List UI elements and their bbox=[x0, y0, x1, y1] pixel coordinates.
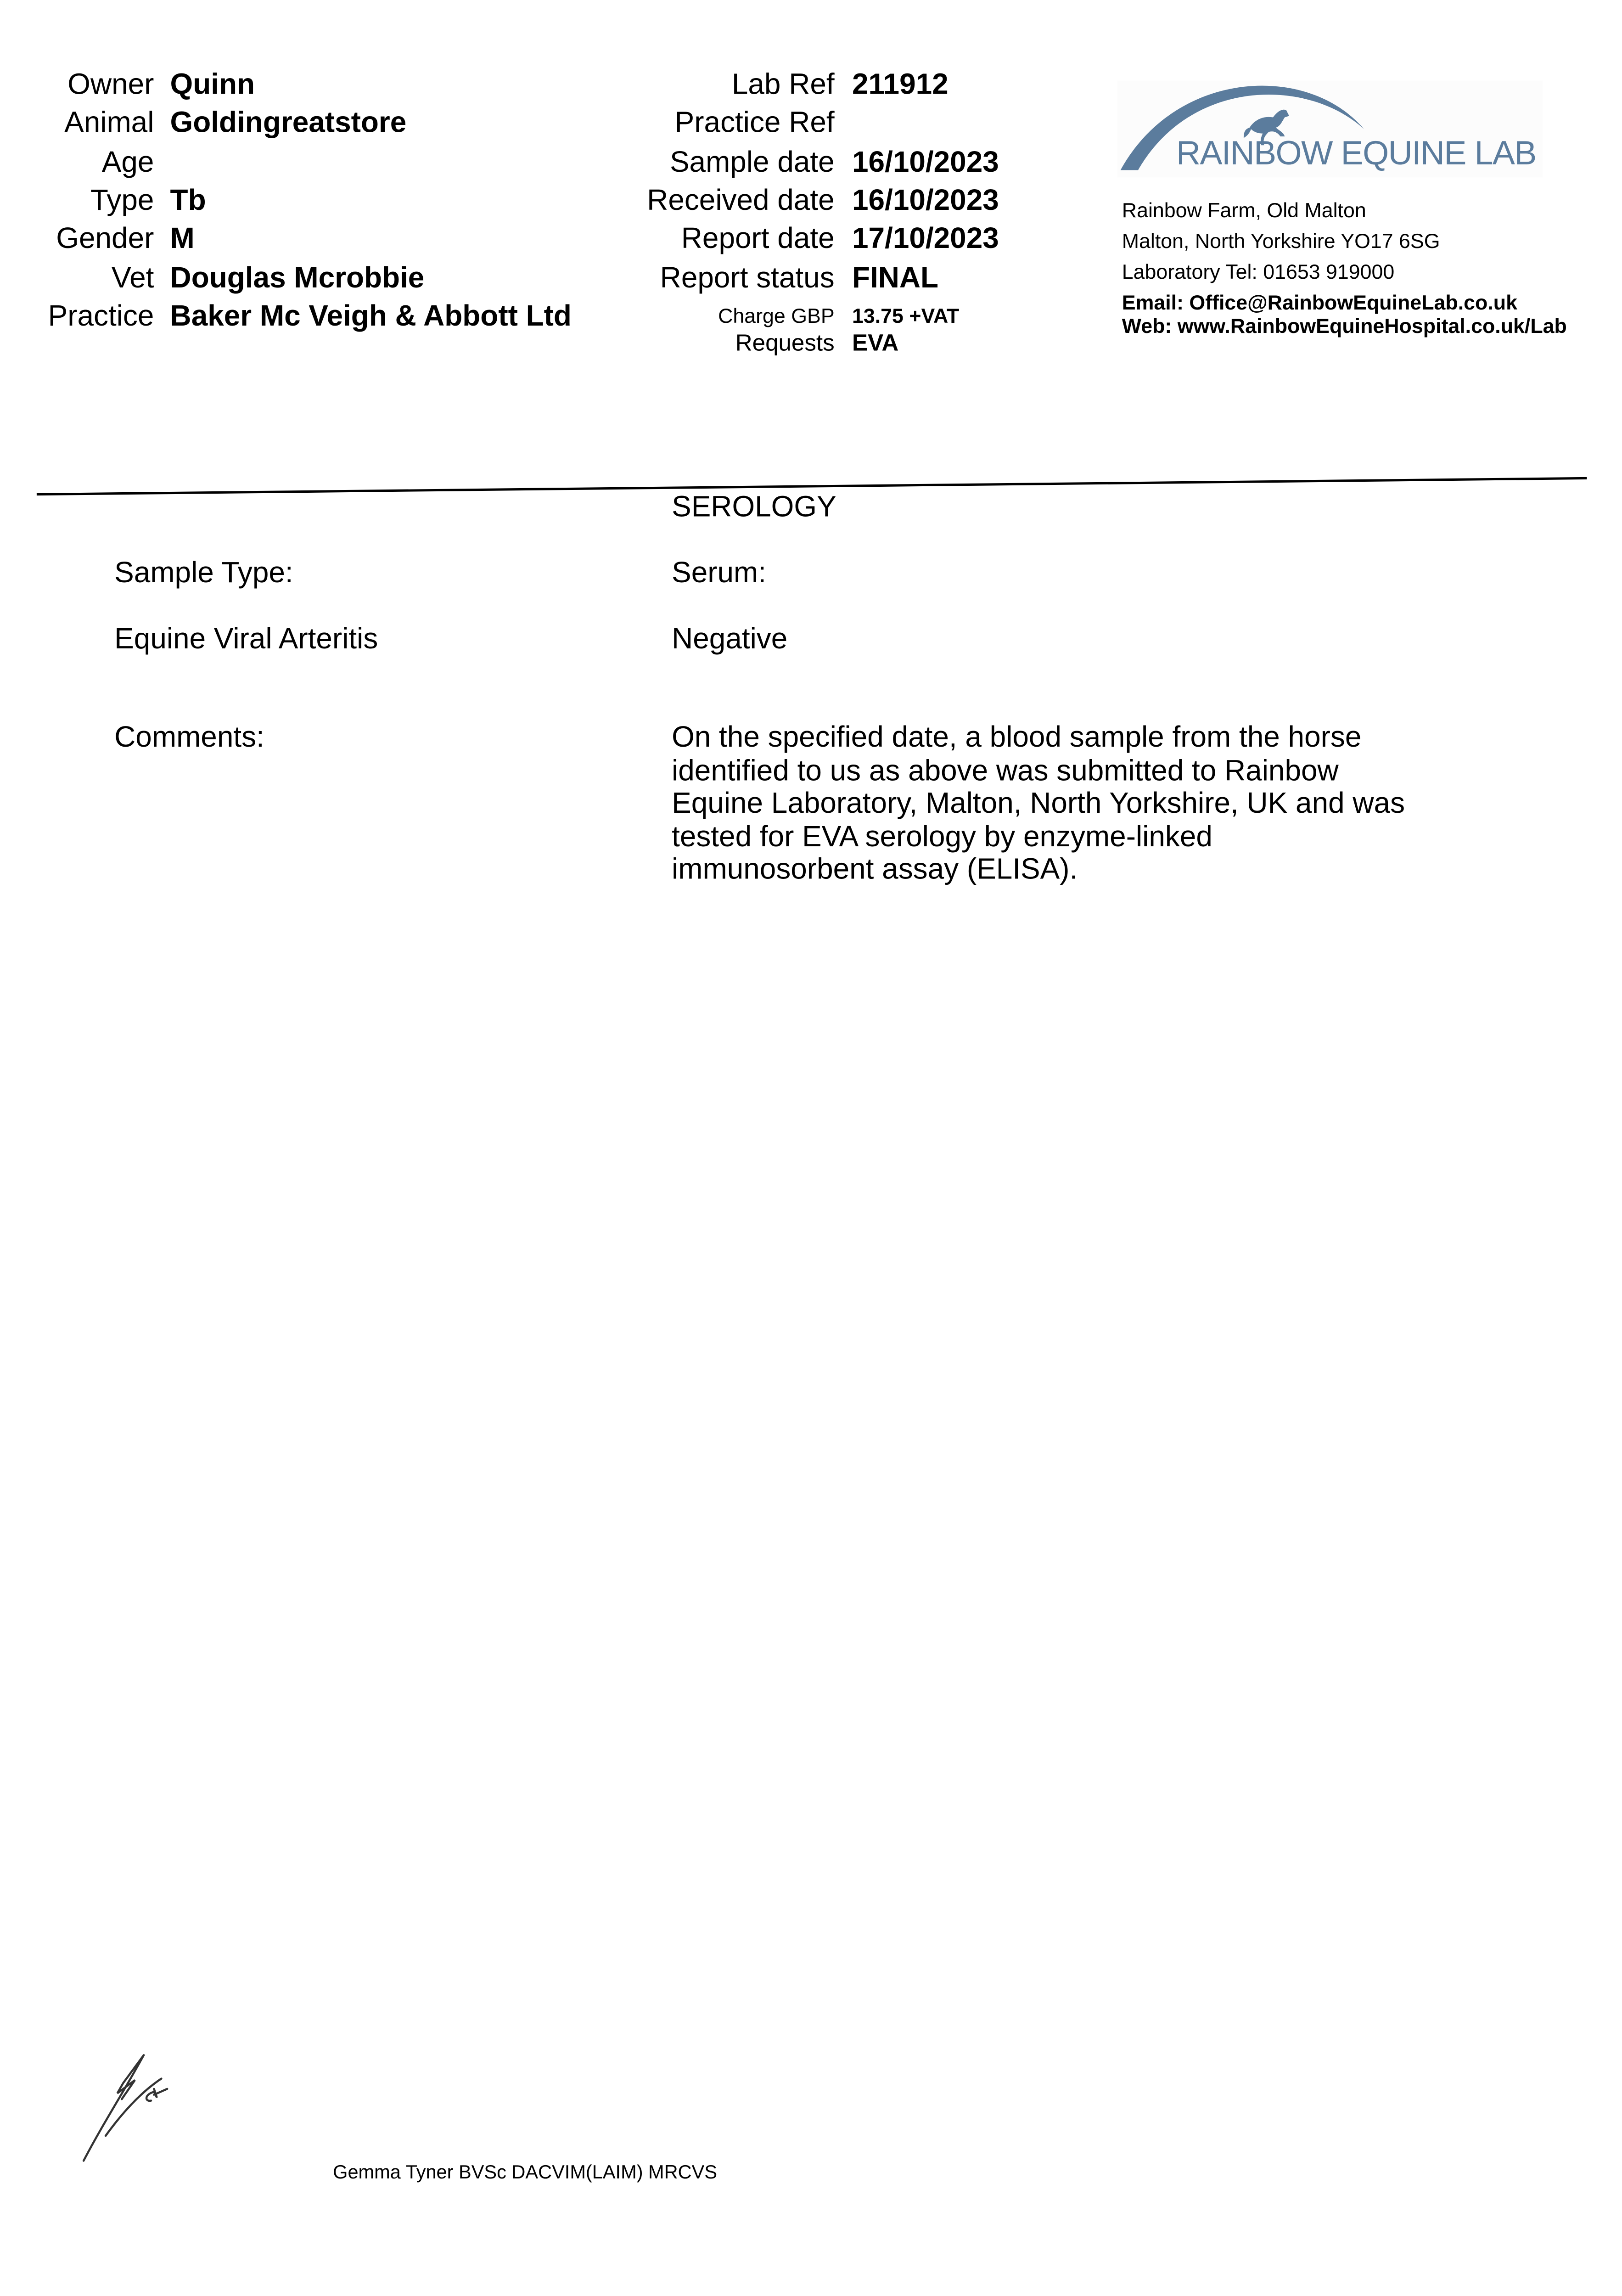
practice-value: Baker Mc Veigh & Abbott Ltd bbox=[170, 300, 572, 333]
requests-value: EVA bbox=[852, 331, 899, 357]
age-label: Age bbox=[101, 146, 154, 179]
requests-label: Requests bbox=[735, 331, 835, 357]
logo-text: RAINBOW EQUINE LAB bbox=[1176, 133, 1536, 172]
owner-label: Owner bbox=[67, 69, 154, 101]
section-title: SEROLOGY bbox=[672, 491, 836, 524]
sample-type-label: Sample Type: bbox=[114, 557, 293, 590]
comments-text: On the specified date, a blood sample from the horse identified to us as above was submitted to Rainbow Equine Laboratory, Malton, North Yorkshire, UK and was tested for EVA serology by enzyme-linked immunosorbent assay (ELISA). bbox=[672, 721, 1405, 886]
test-result: Negative bbox=[672, 623, 788, 656]
owner-value: Quinn bbox=[170, 69, 255, 101]
received-date-value: 16/10/2023 bbox=[852, 185, 999, 217]
address-line-1: Rainbow Farm, Old Malton bbox=[1122, 198, 1366, 222]
address-line-2: Malton, North Yorkshire YO17 6SG bbox=[1122, 229, 1440, 253]
practice-ref-label: Practice Ref bbox=[674, 107, 835, 140]
signature-image bbox=[73, 2039, 176, 2171]
lab-logo bbox=[1117, 81, 1543, 178]
report-date-value: 17/10/2023 bbox=[852, 223, 999, 255]
signatory-name: Gemma Tyner BVSc DACVIM(LAIM) MRCVS bbox=[333, 2161, 718, 2183]
animal-label: Animal bbox=[64, 107, 154, 140]
report-status-value: FINAL bbox=[852, 262, 939, 295]
comments-label: Comments: bbox=[114, 721, 264, 754]
sample-type-value: Serum: bbox=[672, 557, 767, 590]
charge-value: 13.75 +VAT bbox=[852, 304, 960, 327]
lab-telephone: Laboratory Tel: 01653 919000 bbox=[1122, 259, 1395, 283]
practice-label: Practice bbox=[48, 300, 154, 333]
vet-label: Vet bbox=[112, 262, 154, 295]
gender-label: Gender bbox=[56, 223, 154, 255]
sample-date-label: Sample date bbox=[669, 146, 835, 179]
charge-label: Charge GBP bbox=[718, 304, 835, 327]
gender-value: M bbox=[170, 223, 195, 255]
test-name: Equine Viral Arteritis bbox=[114, 623, 378, 656]
animal-value: Goldingreatstore bbox=[170, 107, 407, 140]
vet-value: Douglas Mcrobbie bbox=[170, 262, 425, 295]
lab-ref-label: Lab Ref bbox=[731, 69, 835, 101]
report-status-label: Report status bbox=[660, 262, 835, 295]
lab-email: Email: Office@RainbowEquineLab.co.uk bbox=[1122, 290, 1517, 314]
lab-website: Web: www.RainbowEquineHospital.co.uk/Lab bbox=[1122, 314, 1567, 338]
sample-date-value: 16/10/2023 bbox=[852, 146, 999, 179]
type-value: Tb bbox=[170, 185, 206, 217]
received-date-label: Received date bbox=[647, 185, 835, 217]
report-date-label: Report date bbox=[681, 223, 835, 255]
lab-ref-value: 211912 bbox=[852, 69, 949, 101]
type-label: Type bbox=[90, 185, 154, 217]
